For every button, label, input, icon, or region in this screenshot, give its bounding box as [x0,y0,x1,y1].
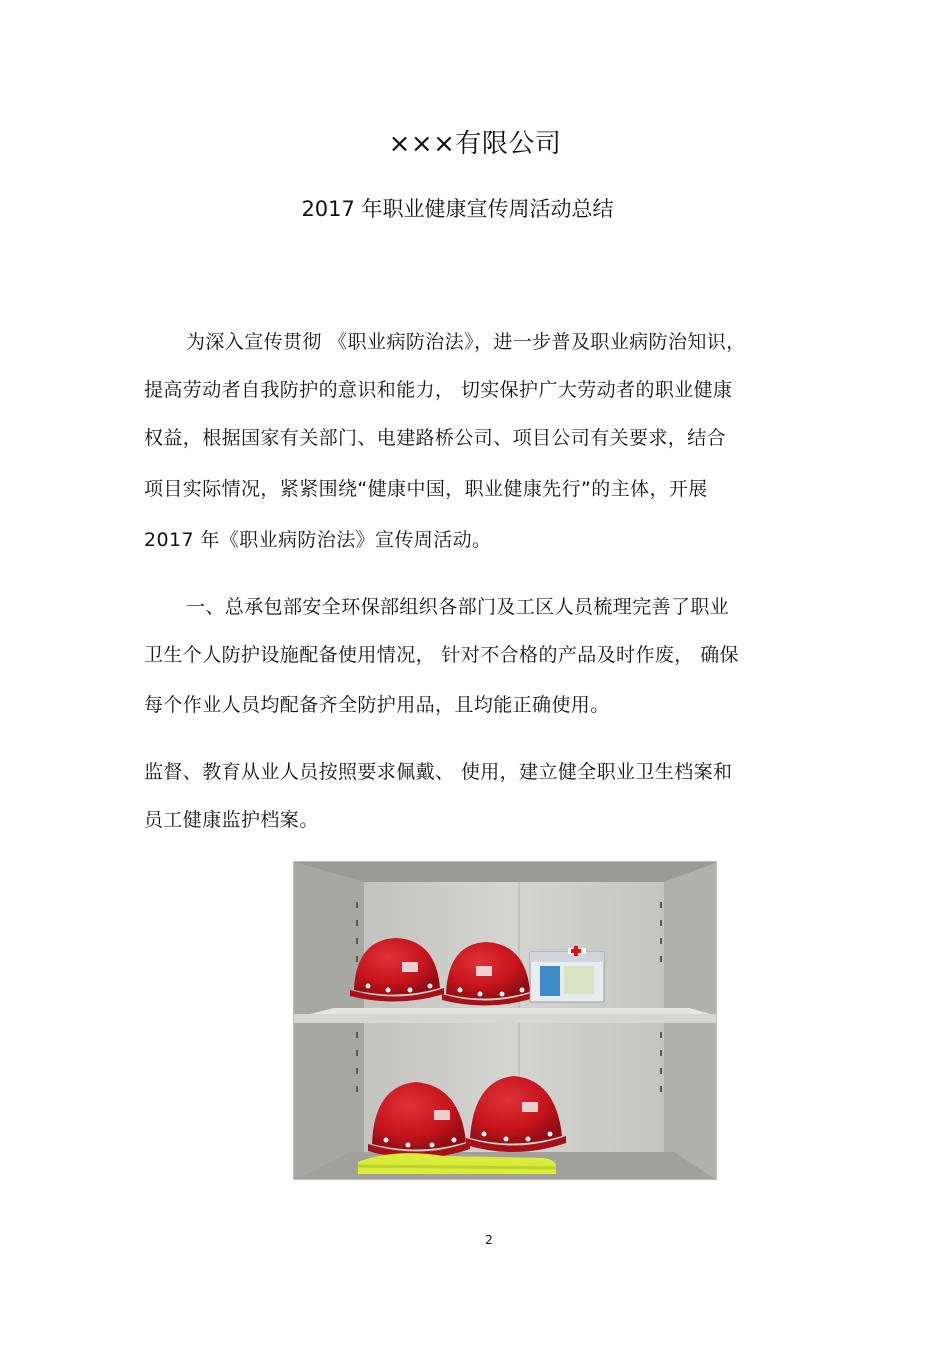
paragraph-line: 提高劳动者自我防护的意识和能力， 切实保护广大劳动者的职业健康 [144,379,733,401]
paragraph-line: 2017 年《职业病防治法》宣传周活动。 [144,529,492,551]
paragraph-line: 员工健康监护档案。 [144,809,319,831]
paragraph-line: 为深入宣传贯彻 《职业病防治法》，进一步普及职业病防治知识， [186,331,746,353]
cabinet-photo [293,861,717,1180]
company-title: ×××有限公司 [388,129,562,159]
document-title: 2017 年职业健康宣传周活动总结 [301,197,614,221]
paragraph-line: 权益，根据国家有关部门、电建路桥公司、项目公司有关要求，结合 [144,427,727,449]
first-aid-kit-icon [530,946,604,1002]
paragraph-line: 一、总承包部安全环保部组织各部门及工区人员梳理完善了职业 [186,596,730,618]
paragraph-line: 每个作业人员均配备齐全防护用品，且均能正确使用。 [144,694,610,716]
paragraph-line: 卫生个人防护设施配备使用情况， 针对不合格的产品及时作废， 确保 [144,644,739,666]
paragraph-line: 监督、教育从业人员按照要求佩戴、 使用，建立健全职业卫生档案和 [144,761,733,783]
cabinet-illustration [294,862,717,1180]
page-number: 2 [485,1233,493,1247]
paragraph-line: 项目实际情况，紧紧围绕“健康中国，职业健康先行”的主体，开展 [144,478,708,500]
